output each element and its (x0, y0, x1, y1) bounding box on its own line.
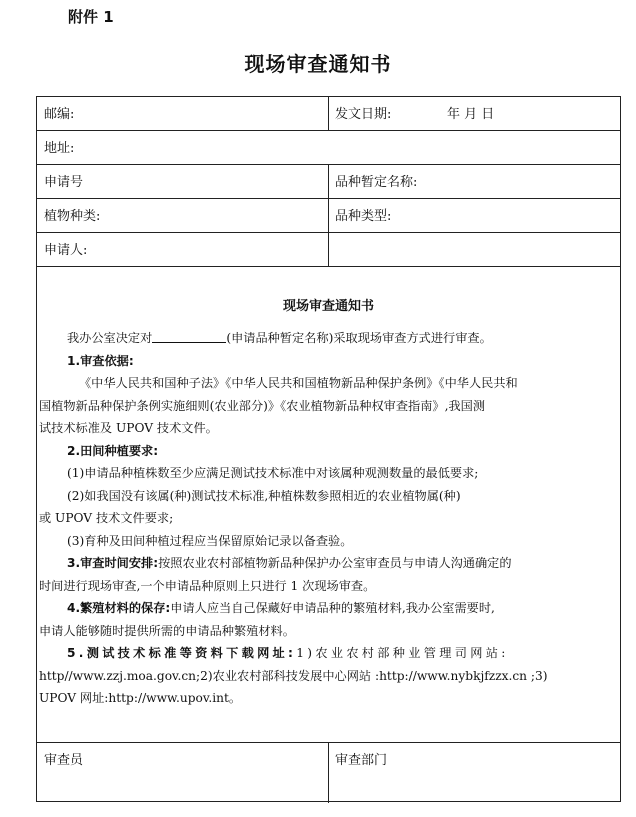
attachment-label: 附件 1 (68, 8, 114, 26)
document-title: 现场审查通知书 (244, 52, 392, 76)
issue-date-parts: 年 月 日 (447, 107, 495, 122)
section-2-title: 2.田间种植要求: (67, 443, 159, 458)
form-table (36, 96, 621, 802)
section-3-line: 时间进行现场审查,一个申请品种原则上只进行 1 次现场审查。 (39, 578, 376, 593)
column-divider (328, 742, 329, 803)
section-1-heading (39, 350, 621, 373)
variety-type-label: 品种类型: (335, 209, 392, 224)
intro-text-a: 我办公室决定对 (67, 331, 153, 345)
notice-title: 现场审查通知书 (282, 299, 374, 314)
column-divider (328, 97, 329, 130)
postcode-label: 邮编: (44, 107, 75, 122)
plant-species-label: 植物种类: (44, 209, 101, 224)
row-divider (37, 266, 620, 267)
section-2-line: (2)如我国没有该属(种)测试技术标准,种植株数参照相近的农业植物属(种) (67, 488, 461, 503)
variety-name-label: 品种暂定名称: (335, 175, 418, 190)
section-2-line: (3)育种及田间种植过程应当保留原始记录以备查验。 (67, 533, 353, 548)
section-3-title: 3.审查时间安排: (67, 556, 159, 570)
section-5-title: 5.测试技术标准等资料下载网址: (67, 646, 297, 660)
intro-paragraph (39, 327, 621, 350)
column-divider (328, 164, 329, 266)
application-number-label: 申请号 (44, 175, 84, 190)
reviewer-label: 审查员 (44, 753, 84, 768)
section-4-text: 申请人应当自己保藏好申请品种的繁殖材料,我办公室需要时, (170, 601, 495, 615)
section-3-text: 按照农业农村部植物新品种保护办公室审查员与申请人沟通确定的 (158, 556, 512, 570)
section-5-line: http//www.zzj.moa.gov.cn;2)农业农村部科技发展中心网站 :http://www.nybkjfzzx.cn ;3) (39, 668, 548, 683)
section-1-line: 试技术标准及 UPOV 技术文件。 (39, 421, 218, 435)
section-4-title: 4.繁殖材料的保存: (67, 601, 171, 615)
address-label: 地址: (44, 141, 75, 156)
section-4-line: 申请人能够随时提供所需的申请品种繁殖材料。 (39, 623, 295, 638)
section-2-heading (39, 440, 621, 463)
section-4-paragraph (39, 597, 621, 620)
notice-body (39, 327, 621, 710)
issue-date-label: 发文日期: (335, 107, 392, 122)
section-2-line: 或 UPOV 技术文件要求; (39, 511, 174, 525)
section-1-line: 国植物新品种保护条例实施细则(农业部分)》《农业植物新品种权审查指南》,我国测 (39, 398, 486, 413)
applicant-label: 申请人: (44, 243, 88, 258)
section-1-title: 1.审查依据: (67, 353, 134, 368)
section-1-line: 《中华人民共和国种子法》《中华人民共和国植物新品种保护条例》《中华人民共和 (79, 376, 518, 390)
row-divider (37, 130, 620, 131)
variety-name-blank (152, 330, 226, 343)
section-3-paragraph (39, 552, 621, 575)
section-5-text: 1)农业农村部种业管理司网站: (296, 646, 509, 660)
intro-text-b: (申请品种暂定名称)采取现场审查方式进行审查。 (226, 331, 492, 345)
section-5-line: UPOV 网址:http://www.upov.int。 (39, 691, 242, 705)
section-2-line: (1)申请品种植株数至少应满足测试技术标准中对该属种观测数量的最低要求; (67, 466, 479, 480)
department-label: 审查部门 (335, 753, 388, 768)
section-5-paragraph (39, 642, 621, 665)
